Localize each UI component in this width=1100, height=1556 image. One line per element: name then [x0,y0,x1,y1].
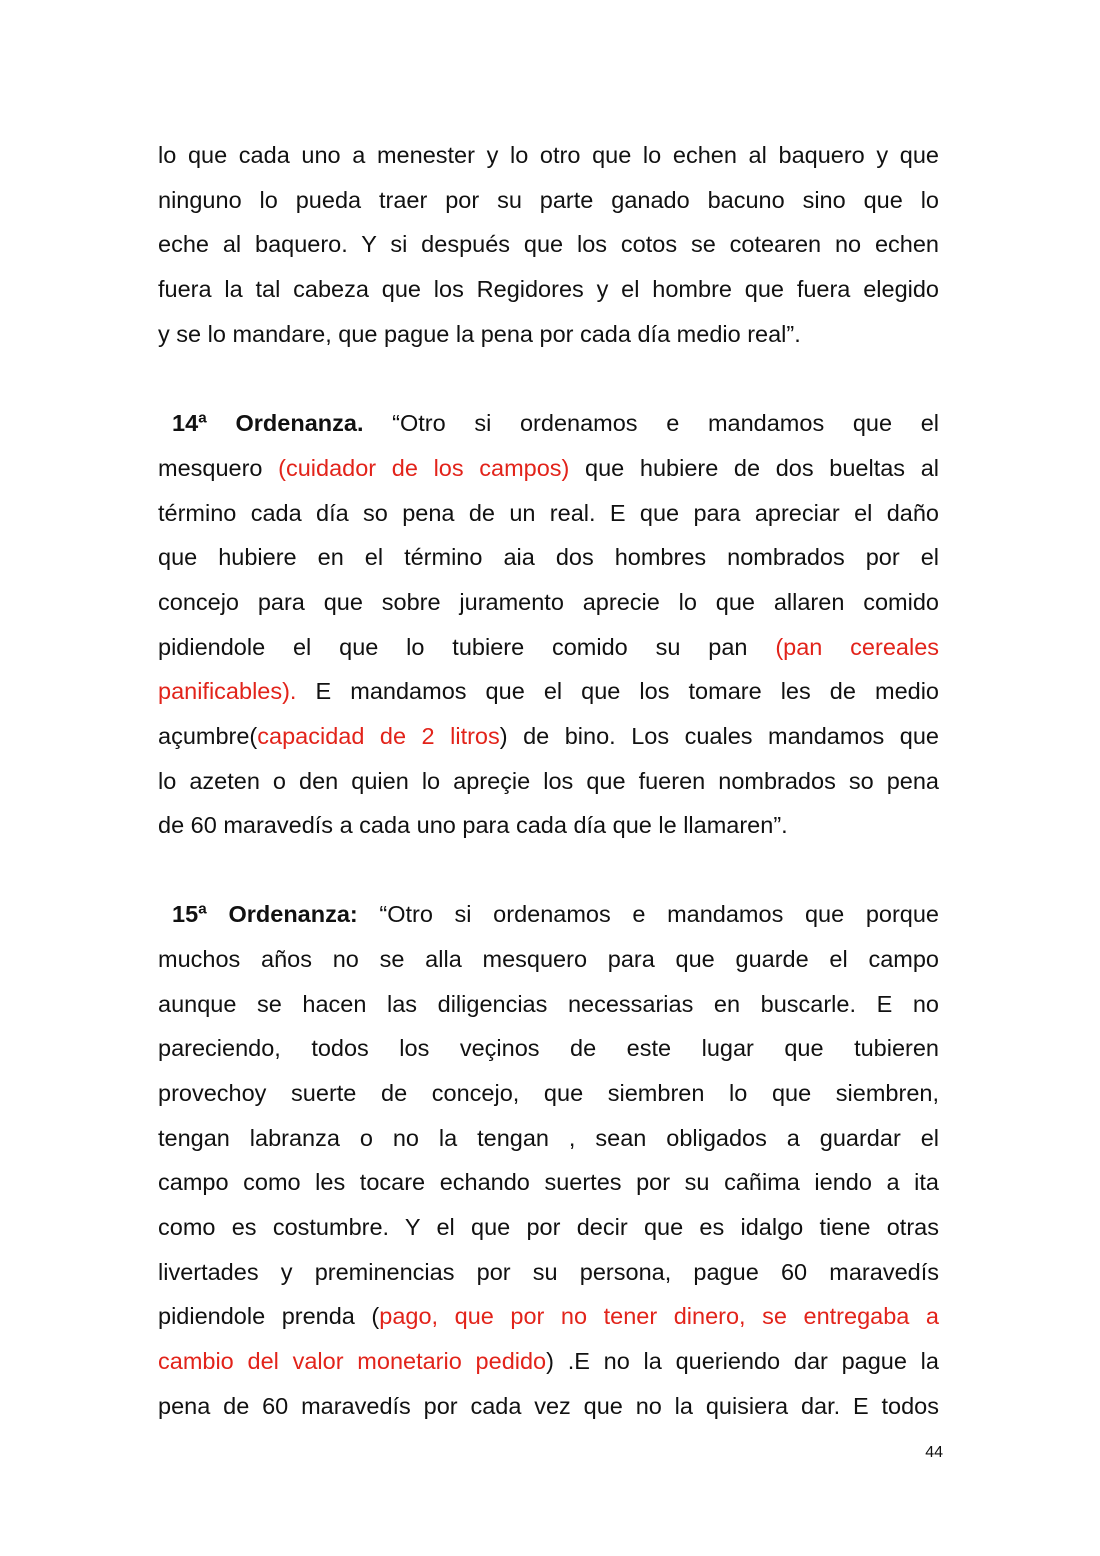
annotation-note: capacidad de 2 litros [257,723,500,749]
text-span: que hubiere de dos bueltas al [585,455,939,481]
text-line: eche al baquero. Y si después que los cotos se cotearen no echen [158,231,939,257]
text-line: provechoy suerte de concejo, que siembren lo que siembren, [158,1080,939,1106]
ordinance-heading: 15ª Ordenanza: [172,901,358,927]
annotation-note: pago, que por no tener dinero, se entregaba a [379,1303,939,1329]
text-line: muchos años no se alla mesquero para que guarde el campo [158,946,939,972]
text-line: campo como les tocare echando suertes por su cañima iendo a ita [158,1169,939,1195]
annotation-note: (pan cereales [775,634,940,660]
text-line: pareciendo, todos los veçinos de este lugar que tubieren [158,1035,939,1061]
text-line: y se lo mandare, que pague la pena por cada día medio real”. [158,321,801,347]
text-line: lo que cada uno a menester y lo otro que lo echen al baquero y que [158,142,939,168]
page-number: 44 [925,1444,943,1461]
text-line: que hubiere en el término aia dos hombres nombrados por el [158,544,939,570]
text-line: fuera la tal cabeza que los Regidores y el hombre que fuera elegido [158,276,939,302]
text-line: término cada día so pena de un real. E que para apreciar el daño [158,500,939,526]
text-span: “Otro si ordenamos e mandamos que porque [379,901,939,927]
text-line: tengan labranza o no la tengan , sean obligados a guardar el [158,1125,939,1151]
text-line [158,1346,939,1376]
text-line [158,676,939,706]
text-span: ) .E no la queriendo dar pague la [546,1348,939,1374]
text-span: “Otro si ordenamos e mandamos que el [392,410,940,436]
text-line [172,899,939,929]
annotation-note: cambio del valor monetario pedido [158,1348,547,1374]
text-line: aunque se hacen las diligencias necessarias en buscarle. E no [158,991,939,1017]
text-line: pena de 60 maravedís por cada vez que no la quisiera dar. E todos [158,1393,939,1419]
text-line [158,721,939,751]
text-span: E mandamos que el que los tomare les de medio [315,678,939,704]
text-line: ninguno lo pueda traer por su parte ganado bacuno sino que lo [158,187,939,213]
text-line [158,1301,939,1331]
text-span: pidiendole prenda ( [158,1303,380,1329]
text-line [158,453,939,483]
text-span: ) de bino. Los cuales mandamos que [499,723,939,749]
text-line: livertades y preminencias por su persona, pague 60 maravedís [158,1259,939,1285]
text-line [172,408,939,438]
text-span: pidiendole el que lo tubiere comido su pan [158,634,748,660]
text-span: mesquero [158,455,263,481]
annotation-note: panificables). [158,678,297,704]
text-span: açumbre( [158,723,258,749]
text-line: como es costumbre. Y el que por decir que es idalgo tiene otras [158,1214,939,1240]
text-line: lo azeten o den quien lo apreçie los que fueren nombrados so pena [158,768,939,794]
text-line: de 60 maravedís a cada uno para cada día que le llamaren”. [158,812,788,838]
annotation-note: (cuidador de los campos) [278,455,570,481]
text-line: concejo para que sobre juramento aprecie lo que allaren comido [158,589,939,615]
ordinance-heading: 14ª Ordenanza. [172,410,364,436]
text-line [158,632,939,662]
